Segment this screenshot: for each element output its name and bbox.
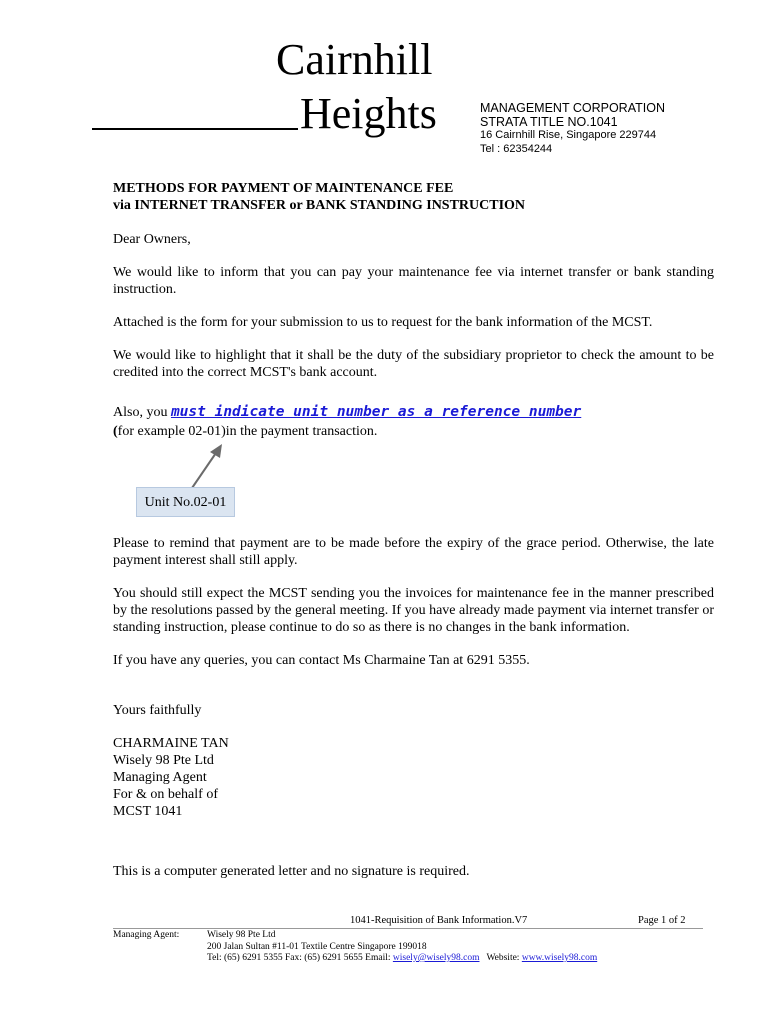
corp-address: 16 Cairnhill Rise, Singapore 229744 <box>480 129 657 141</box>
footer-agent-name: Wisely 98 Pte Ltd <box>207 930 276 940</box>
corporation-info <box>480 102 665 156</box>
salutation: Dear Owners, <box>113 232 191 247</box>
signature-role: Managing Agent <box>113 770 207 785</box>
footer-website-link[interactable]: www.wisely98.com <box>521 953 598 963</box>
paragraph-4-rest: for example 02-01)in the payment transaction. <box>117 424 378 439</box>
signature-name: CHARMAINE TAN <box>113 736 229 751</box>
paragraph-4-open-paren: ( <box>113 424 118 439</box>
paragraph-4 <box>113 403 714 441</box>
footer-email-link[interactable]: wisely@wisely98.com <box>392 953 480 963</box>
paragraph-1: We would like to inform that you can pay your maintenance fee via internet transfer or bank standing instruction. <box>113 265 714 297</box>
footer-agent-details <box>207 930 597 965</box>
paragraph-7: If you have any queries, you can contact Ms Charmaine Tan at 6291 5355. <box>113 653 530 668</box>
footer-agent-label: Managing Agent: <box>113 930 180 940</box>
logo-title-line1: Cairnhill <box>276 35 433 84</box>
letter-title <box>113 180 714 214</box>
reference-emphasis: must indicate unit number as a reference number <box>170 404 582 420</box>
logo-title-line2-text: Heights <box>300 89 437 138</box>
signature-block <box>113 735 714 820</box>
computer-generated-note: This is a computer generated letter and no signature is required. <box>113 864 470 879</box>
signature-behalf: For & on behalf of <box>113 787 218 802</box>
paragraph-2: Attached is the form for your submission to us to request for the bank information of the MCST. <box>113 315 653 330</box>
letter-title-line1: METHODS FOR PAYMENT OF MAINTENANCE FEE <box>113 181 454 196</box>
document-reference: 1041-Requisition of Bank Information.V7 <box>350 915 528 926</box>
footer-contact <box>207 953 597 965</box>
footer-divider <box>113 928 703 929</box>
logo-underline <box>92 88 298 130</box>
paragraph-3: We would like to highlight that it shall be the duty of the subsidiary proprietor to check the amount to be credited into the correct MCST's bank account. <box>113 348 714 380</box>
closing: Yours faithfully <box>113 703 202 718</box>
unit-number-callout: Unit No.02-01 <box>136 487 235 517</box>
letter-title-line2: via INTERNET TRANSFER or BANK STANDING INSTRUCTION <box>113 198 526 213</box>
paragraph-6: You should still expect the MCST sending you the invoices for maintenance fee in the manner prescribed by the resolutions passed by the general meeting. If you have already made payment via internet transfer or standing instruction, please continue to do so as there is no changes in the bank information. <box>113 586 715 635</box>
paragraph-4-prefix: Also, you <box>113 405 171 420</box>
page-number: Page 1 of 2 <box>638 915 686 926</box>
signature-mcst: MCST 1041 <box>113 804 183 819</box>
footer-website-label: Website: <box>479 953 522 963</box>
paragraph-5: Please to remind that payment are to be made before the expiry of the grace period. Otherwise, the late payment interest shall still apply. <box>113 536 714 568</box>
corp-strata-title: STRATA TITLE NO.1041 <box>480 114 618 129</box>
logo-title-line2 <box>92 88 437 140</box>
corp-name: MANAGEMENT CORPORATION <box>480 101 665 115</box>
callout-arrow-icon <box>180 440 240 492</box>
letter-body <box>113 180 714 880</box>
footer-address: 200 Jalan Sultan #11-01 Textile Centre Singapore 199018 <box>207 941 427 952</box>
signature-company: Wisely 98 Pte Ltd <box>113 753 214 768</box>
footer-contact-prefix: Tel: (65) 6291 5355 Fax: (65) 6291 5655 Email: <box>207 953 393 963</box>
corp-phone: Tel : 62354244 <box>480 142 553 155</box>
